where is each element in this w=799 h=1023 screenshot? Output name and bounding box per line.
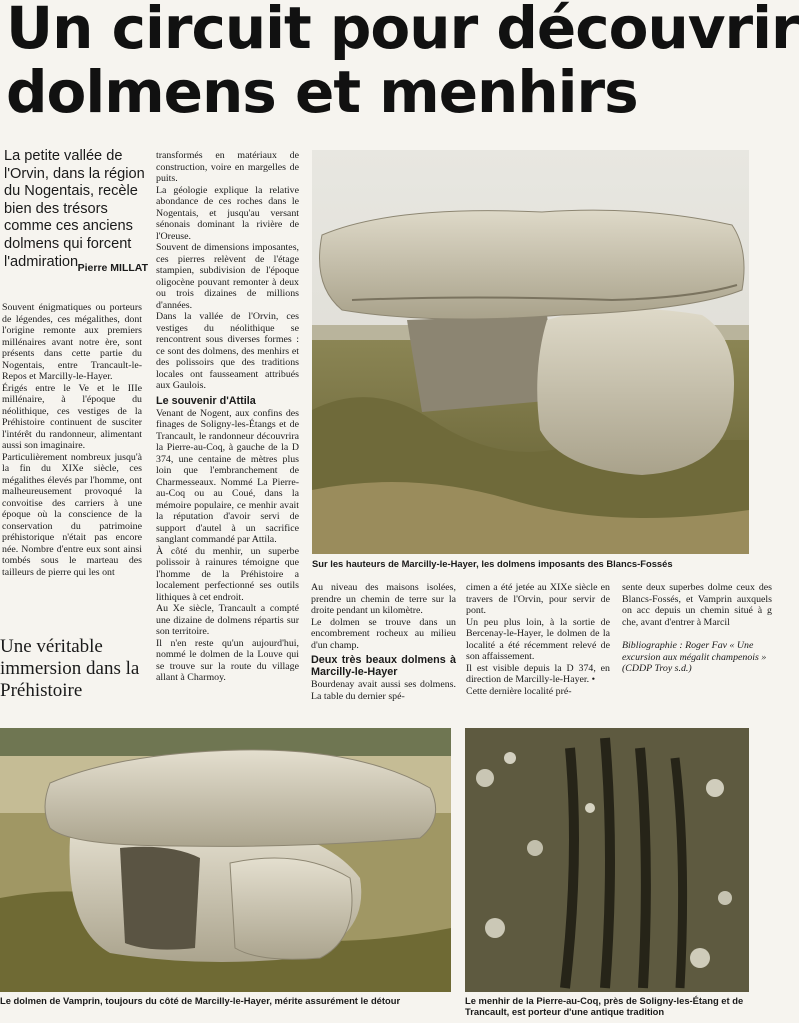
article-column-4 [466,582,610,697]
bibliography: Bibliographie : Roger Fav « Une excursion aux mégalit champenois » (CDDP Troy s.d.) [622,640,767,674]
top-photo-caption: Sur les hauteurs de Marcilly-le-Hayer, les dolmens imposants des Blancs-Fossés [312,558,673,569]
col2-paragraph: Il n'en reste qu'un aujourd'hui, nommé le dolmen de la Louve qui se trouve sur la route du village allant à Charmoy. [156,637,299,683]
col2-paragraph: Dans la vallée de l'Orvin, ces vestiges du néolithique se rencontrent sous diverses formes : ce sont des dolmens, des menhirs et des polissoirs que des traditions locales ont fausseament attribués aux Gaulois. [156,311,299,391]
col2-paragraph: Venant de Nogent, aux confins des finages de Soligny-les-Étangs et de Trancault, le randonneur découvrira la Pierre-au-Coq, à gauche de la D 374, une centaine de mètres plus loin que l'embranchement de Charmesseaux. Nommé La Pierre-au-Coq ou au Coué, dans la mémoire populaire, ce menhir avait la réputation d'avoir servi de support d'autel à un sacrifice sanglant commandé par Attila. [156,407,299,545]
section-subhead: Une véritable immersion dans la Préhistoire [0,636,140,701]
col3-paragraph: Au niveau des maisons isolées, prendre un chemin de terre sur la droite pendant un kilomètre. [311,582,456,616]
lead-paragraph: La petite vallée de l'Orvin, dans la région du Nogentais, recèle bien des trésors comme ces anciens dolmens qui forcent l'admiration [4,148,145,270]
headline [6,0,799,126]
dolmen-photo-illustration [312,150,749,554]
article-column-1 [2,302,142,578]
col1-paragraph: Érigés entre le Ve et le IIIe millénaire, à l'époque du néolithique, ces vestiges de la Préhistoire continuent de susciter l'intérêt du randonneur, alimentant aussi son imaginaire. [2,382,142,451]
dolmen-photo-illustration [0,728,451,992]
section-heading: Le souvenir d'Attila [156,394,256,407]
col2-paragraph: La géologie explique la relative abondance de ces roches dans le Nogentais, et jusqu'au versant sénonais dominant la rivière de l'Oreuse. [156,184,299,242]
col1-paragraph: Souvent énigmatiques ou porteurs de légendes, ces mégalithes, dont l'origine remonte aux premiers millénaires avant notre ère, sont présents dans cette partie du Nogentais, entre Trancault-le-Repos et Marcilly-le-Hayer. [2,302,142,382]
col1-paragraph: Particulièrement nombreux jusqu'à la fin du XIXe siècle, ces mégalithes élevés par l'homme, ont malheureusement provoqué la convoitise des carriers à une époque où la conscience de la conservation du patrimoine préhistorique n'était pas encore née. Nombre d'entre eux sont ainsi tombés sous le marteau des tailleurs de pierre qui les ont [2,451,142,578]
col4-paragraph: Un peu plus loin, à la sortie de Bercenay-le-Hayer, le dolmen de la localité a été récemment relevé de son affaissement. [466,616,610,662]
col2-paragraph: À côté du menhir, un superbe polissoir à rainures témoigne que l'homme de la Préhistoire a localement perfectionné ses outils lithiques à cet endroit. [156,545,299,603]
col4-paragraph: cimen a été jetée au XIXe siècle en travers de l'Orvin, pour servir de pont. [466,582,610,616]
col2-paragraph: Au Xe siècle, Trancault a compté une dizaine de dolmens répartis sur son territoire. [156,603,299,637]
headline-line-2: dolmens et menhirs [6,58,638,126]
photo-pierre-au-coq-menhir [465,728,749,992]
col4-paragraph: Il est visible depuis la D 374, en direction de Marcilly-le-Hayer. • [466,662,610,685]
author-byline: Pierre MILLAT [77,262,148,274]
section-heading: Deux très beaux dolmens à Marcilly-le-Hayer [311,654,456,678]
bottom-right-caption: Le menhir de la Pierre-au-Coq, près de Soligny-les-Étang et de Trancault, est porteur d'une antique tradition [465,995,744,1017]
col5-paragraph: sente deux superbes dolme ceux des Blancs-Fossés, et Vamprin auxquels on acc depuis un chemin situé à g che, avant d'entrer à Marcil [622,582,772,628]
col3-paragraph: Bourdenay avait aussi ses dolmens. La table du dernier spé- [311,679,456,702]
headline-line-1: Un circuit pour découvrir [6,0,799,62]
photo-vamprin-dolmen [0,728,451,992]
article-column-2 [156,150,299,684]
bottom-left-caption: Le dolmen de Vamprin, toujours du côté de Marcilly-le-Hayer, mérite assurément le détour [0,995,401,1006]
article-column-3 [311,582,456,702]
col4-paragraph: Cette dernière localité pré- [466,685,572,697]
col3-paragraph: Le dolmen se trouve dans un encombrement rocheux au milieu d'un champ. [311,616,456,651]
menhir-grooves-illustration [465,728,749,992]
photo-blancs-fosses-dolmen [312,150,749,554]
col2-paragraph: transformés en matériaux de construction, voire en margelles de puits. [156,150,299,184]
col2-paragraph: Souvent de dimensions imposantes, ces pierres relèvent de l'étage stampien, subdivision de l'époque oligocène pouvant remonter à deux ou trois dizaines de millions d'années. [156,242,299,311]
article-column-5 [622,582,772,712]
